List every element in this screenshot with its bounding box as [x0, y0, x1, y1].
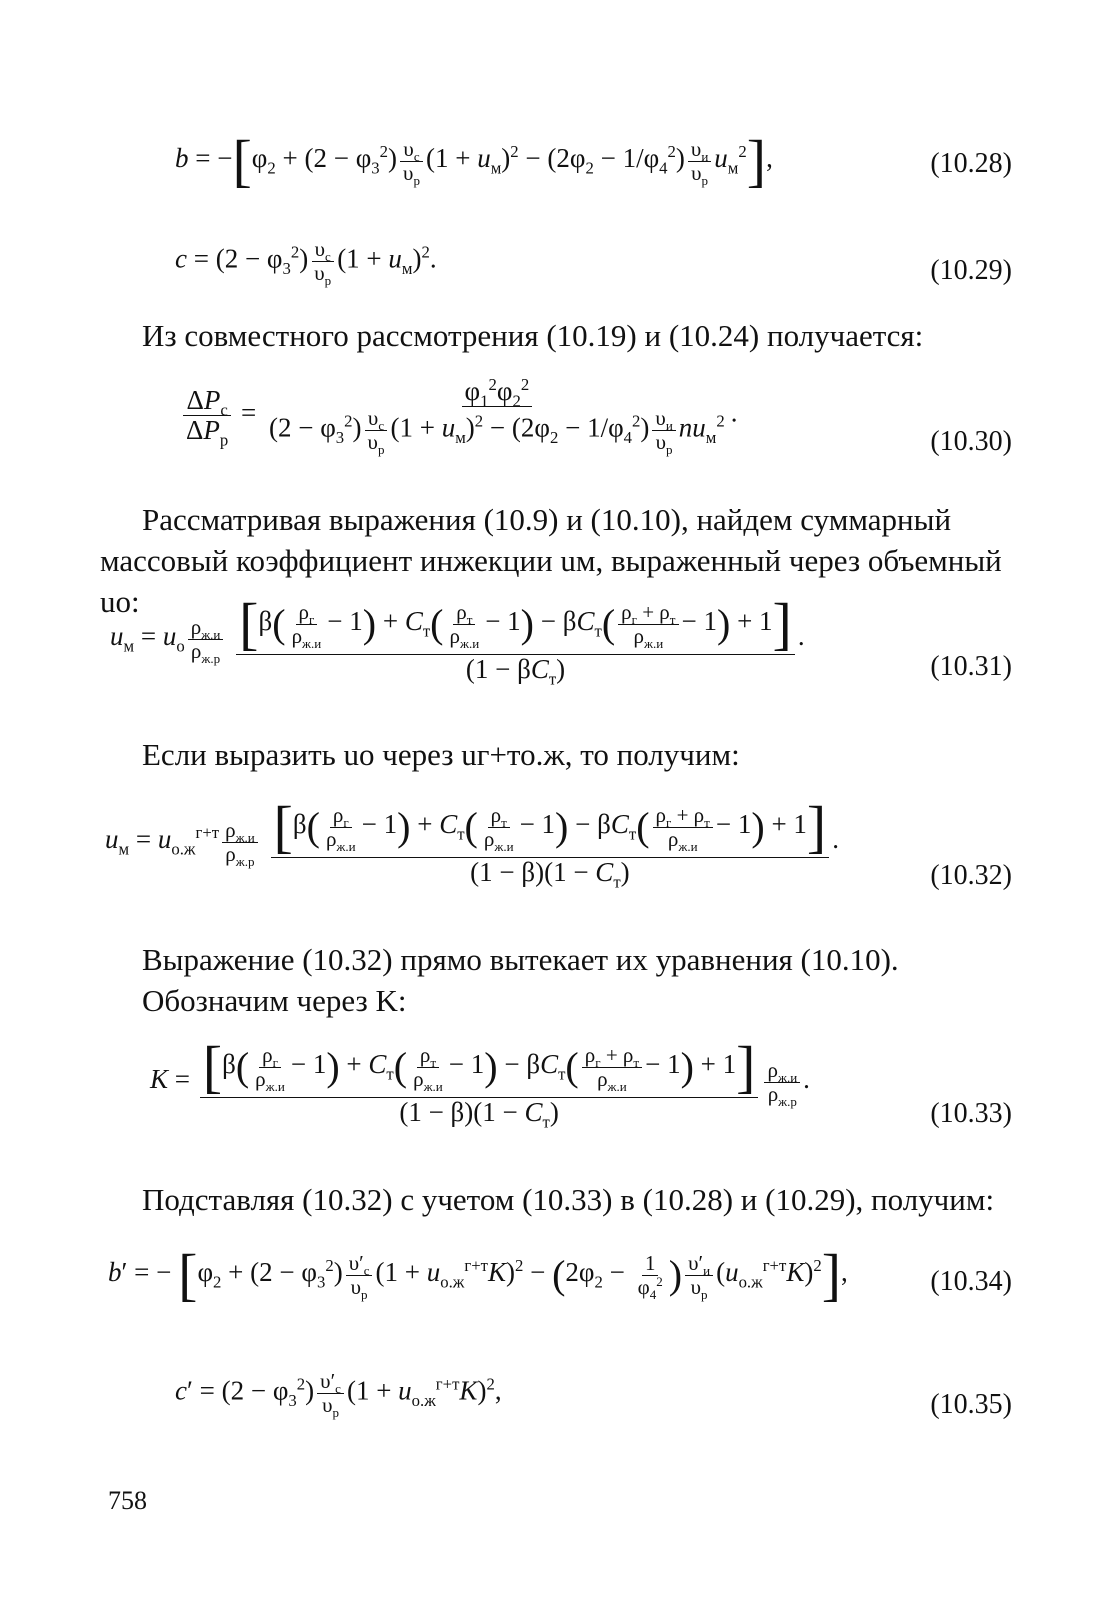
equation-10-32 [0, 788, 1108, 933]
paragraph-5 [100, 1180, 1005, 1221]
paragraph-text: Если выразить uо через uг+то.ж, то получим: [142, 737, 740, 772]
equation-10-30 [0, 370, 1108, 495]
equation-body: $u_м = u_o$ $\frac{\rho_{ж.и}}{\rho_{ж.р}}$ [β( $\frac{\rho_г}{\rho_{ж.и}}$ − $1) + C_т$( $\frac{\rho_т}{\rho_{ж.и}}$ − $1) - \beta C_т$( $\frac{\rho_г + \rho_т}{\rho_{ж.и}}$ − 1) + 1] $(1 - \beta C_т)$ . [110, 591, 805, 689]
page-number: 758 [108, 1486, 147, 1515]
equation-body: $\frac{\Delta P_c}{\Delta P_p}$ = $\varphi_1^2\varphi_2^2$ $(2 - \varphi_3^2)$ $\frac{\upsilon_c}{\upsilon_p}$ $(1 + u_м)^2 - (2\varphi_2 - 1/\varphi_4^2)$ $\frac{\upsilon_и}{\upsilon_p}$ $nu_м^2$ . [180, 378, 738, 453]
paragraph-1 [100, 316, 1005, 357]
equation-10-29 [0, 225, 1108, 305]
equation-10-31 [0, 585, 1108, 725]
paragraph-text: Из совместного рассмотрения (10.19) и (10.24) получается: [142, 318, 924, 353]
equation-10-33 [0, 1030, 1108, 1170]
equation-number: (10.33) [930, 1098, 1012, 1129]
equation-number: (10.35) [930, 1389, 1012, 1420]
paragraph-4 [100, 940, 1005, 1022]
equation-body: $b = -[\varphi_2 + (2 - \varphi_3^2)$ $\frac{\upsilon_c}{\upsilon_p}$ $(1 + u_м)^2 - (2\varphi_2 - 1/\varphi_4^2)$ $\frac{\upsilon_и}{\upsilon_p}$ $u_м^2$], [175, 128, 773, 193]
equation-body: $c = (2 - \varphi_3^2)$ $\frac{\upsilon_c}{\upsilon_p}$ $(1 + u_м)^2$. [175, 237, 437, 289]
equation-number: (10.31) [930, 651, 1012, 682]
equation-number: (10.34) [930, 1266, 1012, 1297]
equation-number: (10.29) [930, 255, 1012, 286]
paragraph-text: Обозначим через K: [142, 982, 407, 1018]
paragraph-3 [100, 735, 1005, 776]
equation-number: (10.28) [930, 148, 1012, 179]
equation-body: $c' = (2 - \varphi_3^2)$ $\frac{\upsilon'_c}{\upsilon_p}$ $(1 + u_{о.ж}^{г+т}K)^2$, [175, 1369, 502, 1421]
paragraph-text: Выражение (10.32) прямо вытекает их уравнения (10.10). [142, 942, 899, 977]
equation-10-28 [0, 112, 1108, 202]
equation-10-34 [0, 1232, 1108, 1342]
equation-10-35 [0, 1355, 1108, 1445]
equation-body: $u_м = u_{о.ж}^{г+т}$ $\frac{\rho_{ж.и}}{\rho_{ж.р}}$ [β( $\frac{\rho_г}{\rho_{ж.и}}$ − $1) + C_т$( $\frac{\rho_т}{\rho_{ж.и}}$ − $1) - \beta C_т$( $\frac{\rho_г + \rho_т}{\rho_{ж.и}}$ − 1) + 1] $(1 - \beta)(1 - C_т)$ . [105, 794, 839, 892]
equation-number: (10.30) [930, 426, 1012, 457]
equation-body: b′ = − [$\varphi_2 + (2 - \varphi_3^2)$ $\frac{\upsilon'_c}{\upsilon_p}$ $(1 + u_{о.ж}^{г+т}K)^2 - (2\varphi_2$ − $\frac{1}{\varphi_4^2}$ ) $\frac{\upsilon'_и}{\upsilon_p}$ $(u_{о.ж}^{г+т}K)^2$], [108, 1242, 848, 1307]
equation-body: K = [β( $\frac{\rho_г}{\rho_{ж.и}}$ − $1) + C_т$( $\frac{\rho_т}{\rho_{ж.и}}$ − $1) - \beta C_т$( $\frac{\rho_г + \rho_т}{\rho_{ж.и}}$ − 1) + 1] $(1 - \beta)(1 - C_т)$ $\frac{\rho_{ж.и}}{\rho_{ж.р}}$ . [150, 1034, 810, 1132]
paragraph-text: Рассматривая выражения (10.9) и (10.10), найдем суммарный массовый коэффициент инжекции uм, выраженный через объемный uо: [100, 502, 1002, 619]
equation-number: (10.32) [930, 860, 1012, 891]
paragraph-text: Подставляя (10.32) с учетом (10.33) в (10.28) и (10.29), получим: [142, 1182, 995, 1217]
